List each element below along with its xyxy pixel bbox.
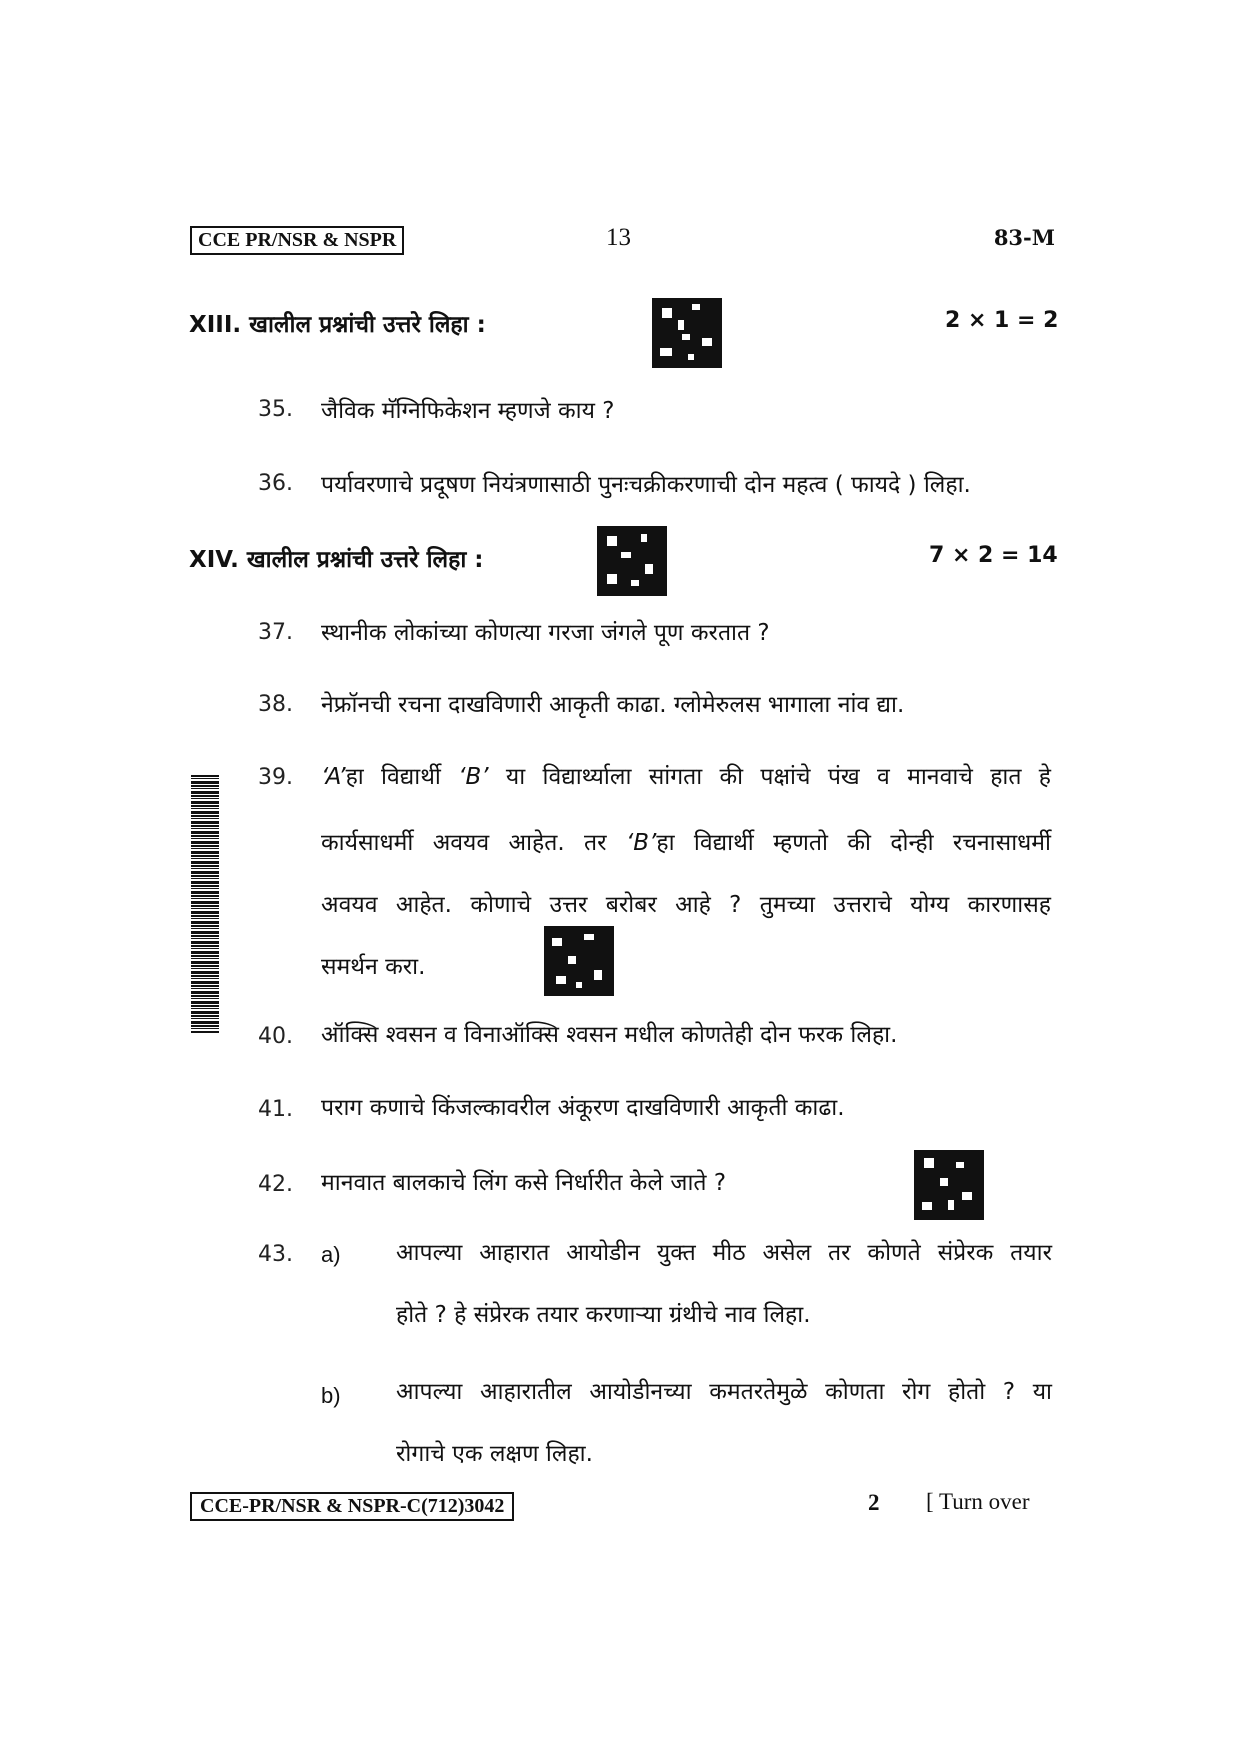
header-code-box: CCE PR/NSR & NSPR — [190, 226, 404, 255]
turn-over-label: [ Turn over — [926, 1489, 1030, 1514]
sub-question-label: b) — [321, 1383, 341, 1408]
question-number: 35. — [258, 397, 293, 422]
question-41-text: पराग कणाचे किंजल्कावरील अंकूरण दाखविणारी आकृती काढा. — [321, 1095, 845, 1121]
question-43b-line-1: आपल्या आहारातील आयोडीनच्या कमतरतेमुळे कोणता रोग होतो ? या — [396, 1379, 1052, 1405]
question-number: 38. — [258, 692, 293, 717]
question-39-line-4: समर्थन करा. — [321, 954, 426, 980]
question-35-text: जैविक मॅग्निफिकेशन म्हणजे काय ? — [321, 398, 615, 424]
section-xiii-heading: XIII. खालील प्रश्नांची उत्तरे लिहा : — [189, 312, 486, 338]
question-37-text: स्थानीक लोकांच्या कोणत्या गरजा जंगले पूण करतात ? — [321, 620, 770, 646]
barcode-icon — [191, 775, 219, 1033]
paper-code: 83-M — [993, 225, 1055, 250]
question-number: 37. — [258, 620, 293, 645]
section-xiv-heading: XIV. खालील प्रश्नांची उत्तरे लिहा : — [189, 547, 484, 573]
footer-sheet-number: 2 — [868, 1490, 880, 1515]
q39-text: हा विद्यार्थी — [345, 764, 441, 790]
student-b-label: ‘B’ — [458, 764, 489, 790]
question-number: 36. — [258, 471, 293, 496]
question-number: 42. — [258, 1172, 293, 1197]
question-36-text: पर्यावरणाचे प्रदूषण नियंत्रणासाठी पुनःचक्रीकरणाची दोन महत्व ( फायदे ) लिहा. — [321, 472, 971, 498]
sub-question-label: a) — [321, 1242, 341, 1267]
qr-code-icon — [914, 1150, 984, 1220]
question-39-line-2 — [321, 825, 1051, 857]
question-42-text: मानवात बालकाचे लिंग कसे निर्धारीत केले जाते ? — [321, 1170, 727, 1196]
question-39-line-1 — [321, 759, 1051, 791]
question-40-text: ऑक्सि श्वसन व विनाऑक्सि श्वसन मधील कोणतेही दोन फरक लिहा. — [321, 1022, 898, 1048]
question-43b-line-2: रोगाचे एक लक्षण लिहा. — [396, 1441, 593, 1467]
question-number: 43. — [258, 1242, 293, 1267]
student-b-label: ‘B’ — [625, 830, 657, 856]
question-43a-line-1: आपल्या आहारात आयोडीन युक्त मीठ असेल तर कोणते संप्रेरक तयार — [396, 1240, 1052, 1266]
qr-code-icon — [652, 298, 722, 368]
question-number: 40. — [258, 1024, 293, 1049]
q39-text: कार्यसाधर्मी अवयव आहेत. तर — [321, 830, 607, 856]
student-a-label: ‘A’ — [321, 764, 346, 790]
section-xiii-marks: 2 × 1 = 2 — [945, 308, 1059, 333]
q39-text: या विद्यार्थ्याला सांगता की पक्षांचे पंख व मानवाचे हात हे — [505, 764, 1051, 790]
question-39-line-3: अवयव आहेत. कोणाचे उत्तर बरोबर आहे ? तुमच्या उत्तराचे योग्य कारणासह — [321, 892, 1051, 918]
footer-code-box: CCE-PR/NSR & NSPR-C(712)3042 — [190, 1492, 514, 1521]
question-38-text: नेफ्रॉनची रचना दाखविणारी आकृती काढा. ग्लोमेरुलस भागाला नांव द्या. — [321, 692, 905, 718]
section-xiv-marks: 7 × 2 = 14 — [929, 543, 1058, 568]
question-number: 39. — [258, 765, 293, 790]
qr-code-icon — [597, 526, 667, 596]
page-number: 13 — [606, 224, 631, 251]
question-number: 41. — [258, 1097, 293, 1122]
q39-text: हा विद्यार्थी म्हणतो की दोन्ही रचनासाधर्मी — [656, 830, 1052, 856]
qr-code-icon — [544, 926, 614, 996]
question-43a-line-2: होते ? हे संप्रेरक तयार करणाऱ्या ग्रंथीचे नाव लिहा. — [396, 1302, 811, 1328]
